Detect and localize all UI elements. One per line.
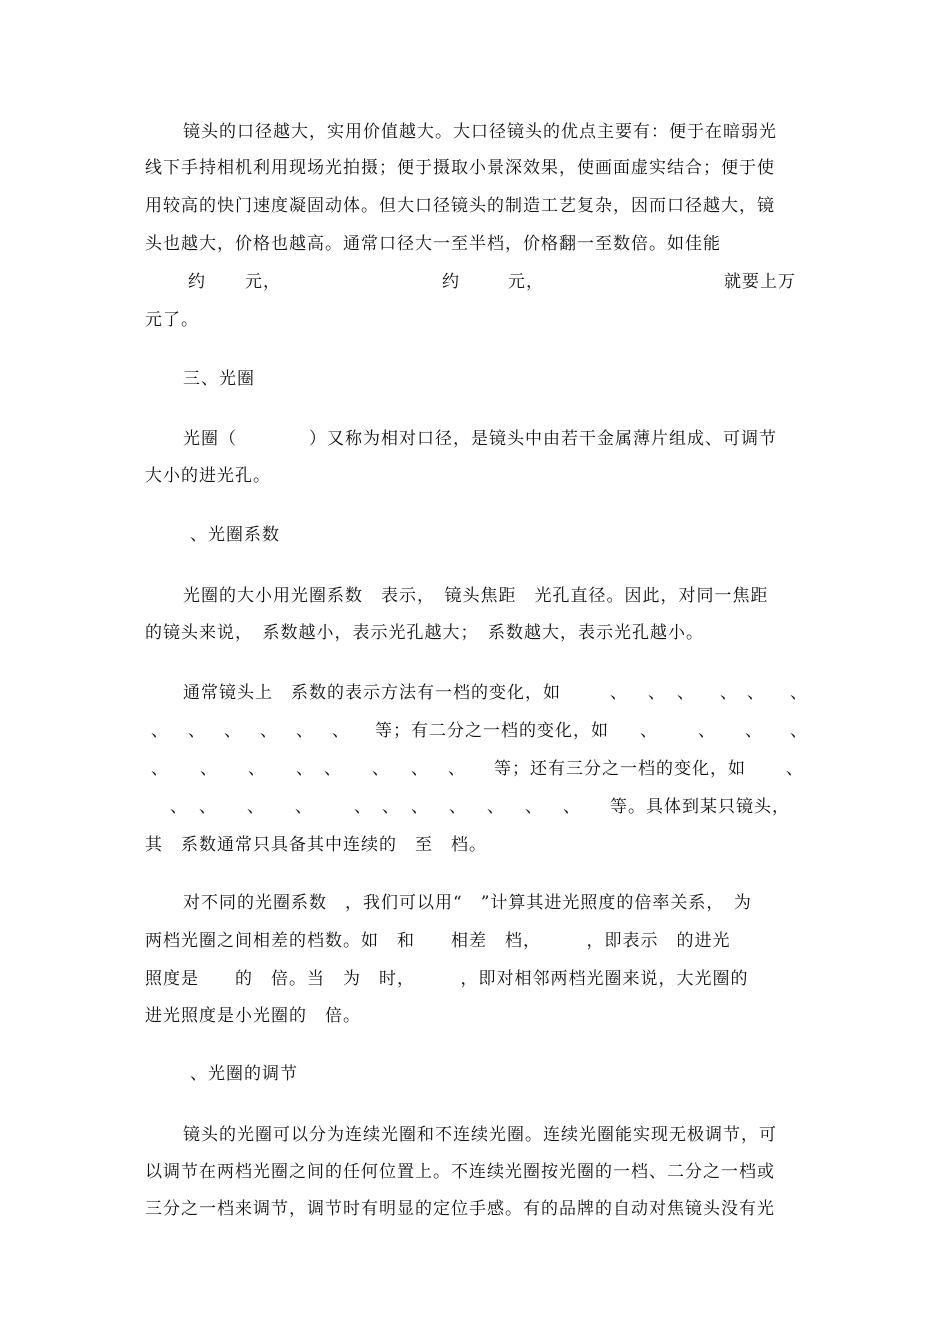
paragraph-4-line-3-end: 等；还有三分之一档的变化，如 <box>494 759 746 779</box>
price-b-suffix: 元， <box>508 272 544 292</box>
separator-comma: 、 <box>151 759 169 779</box>
separator-comma: 、 <box>790 683 808 703</box>
separator-comma: 、 <box>248 759 266 779</box>
price-a-prefix: 约 <box>188 272 206 292</box>
separator-comma: 、 <box>411 759 429 779</box>
price-b-prefix: 约 <box>442 272 460 292</box>
paragraph-4-line-4-end: 等。具体到某只镜头， <box>610 797 790 817</box>
paragraph-3-line-2: 的镜头来说， 系数越小，表示光孔越大； 系数越大，表示光孔越小。 <box>145 623 704 643</box>
paragraph-1-line-1: 镜头的口径越大，实用价值越大。大口径镜头的优点主要有：便于在暗弱光 <box>183 122 777 142</box>
paragraph-5-line-3: 照度是 的 倍。当 为 时， ，即对相邻两档光圈来说，大光圈的 <box>145 969 749 989</box>
separator-comma: 、 <box>449 797 467 817</box>
separator-comma: 、 <box>747 683 765 703</box>
paragraph-6-line-3: 三分之一档来调节，调节时有明显的定位手感。有的品牌的自动对焦镜头没有光 <box>145 1199 775 1219</box>
paragraph-5-line-1: 对不同的光圈系数 ，我们可以用“ ”计算其进光照度的倍率关系， 为 <box>183 893 752 913</box>
separator-comma: 、 <box>790 721 808 741</box>
paragraph-5-line-4: 进光照度是小光圈的 倍。 <box>145 1006 361 1026</box>
separator-comma: 、 <box>448 759 466 779</box>
subheading-aperture-coefficient: 、光圈系数 <box>190 525 280 545</box>
paragraph-4-line-1: 通常镜头上 系数的表示方法有一档的变化，如 <box>183 683 561 703</box>
separator-comma: 、 <box>200 759 218 779</box>
separator-comma: 、 <box>295 797 313 817</box>
separator-comma: 、 <box>382 797 400 817</box>
separator-comma: 、 <box>563 797 581 817</box>
paragraph-2-line-2: 大小的进光孔。 <box>145 466 271 486</box>
separator-comma: 、 <box>188 721 206 741</box>
paragraph-1-line-3: 用较高的快门速度凝固动体。但大口径镜头的制造工艺复杂，因而口径越大，镜 <box>145 196 775 216</box>
paragraph-6-line-1: 镜头的光圈可以分为连续光圈和不连续光圈。连续光圈能实现无极调节，可 <box>183 1125 777 1145</box>
price-c-text: 就要上万 <box>724 272 796 292</box>
paragraph-1-line-2: 线下手持相机利用现场光拍摄；便于摄取小景深效果，使画面虚实结合；便于使 <box>145 158 775 178</box>
paragraph-1-line-4: 头也越大，价格也越高。通常口径大一至半档，价格翻一至数倍。如佳能 <box>145 234 721 254</box>
separator-comma: 、 <box>640 721 658 741</box>
paragraph-1-end: 元了。 <box>145 310 199 330</box>
separator-comma: 、 <box>525 797 543 817</box>
separator-comma: 、 <box>224 721 242 741</box>
paragraph-6-line-2: 以调节在两档光圈之间的任何位置上。不连续光圈按光圈的一档、二分之一档或 <box>145 1162 775 1182</box>
separator-comma: 、 <box>487 797 505 817</box>
separator-comma: 、 <box>610 683 628 703</box>
separator-comma: 、 <box>786 759 804 779</box>
separator-comma: 、 <box>411 797 429 817</box>
separator-comma: 、 <box>745 721 763 741</box>
separator-comma: 、 <box>324 759 342 779</box>
subheading-aperture-adjustment: 、光圈的调节 <box>190 1064 298 1084</box>
separator-comma: 、 <box>648 683 666 703</box>
separator-comma: 、 <box>677 683 695 703</box>
separator-comma: 、 <box>296 759 314 779</box>
separator-comma: 、 <box>151 721 169 741</box>
separator-comma: 、 <box>720 683 738 703</box>
separator-comma: 、 <box>247 797 265 817</box>
section-heading-aperture: 三、光圈 <box>183 369 255 389</box>
separator-comma: 、 <box>332 721 350 741</box>
separator-comma: 、 <box>372 759 390 779</box>
separator-comma: 、 <box>698 721 716 741</box>
separator-comma: 、 <box>199 797 217 817</box>
paragraph-5-line-2: 两档光圈之间相差的档数。如 和 相差 档， ，即表示 的进光 <box>145 931 731 951</box>
separator-comma: 、 <box>260 721 278 741</box>
paragraph-3-line-1: 光圈的大小用光圈系数 表示， 镜头焦距 光孔直径。因此，对同一焦距 <box>183 586 769 606</box>
separator-comma: 、 <box>170 797 188 817</box>
separator-comma: 、 <box>296 721 314 741</box>
paragraph-4-line-5: 其 系数通常只具备其中连续的 至 档。 <box>145 835 487 855</box>
separator-comma: 、 <box>354 797 372 817</box>
paragraph-2-line-1: 光圈（ ）又称为相对口径，是镜头中由若干金属薄片组成、可调节 <box>183 429 777 449</box>
price-a-suffix: 元， <box>245 272 281 292</box>
paragraph-4-line-2-end: 等；有二分之一档的变化，如 <box>375 721 609 741</box>
